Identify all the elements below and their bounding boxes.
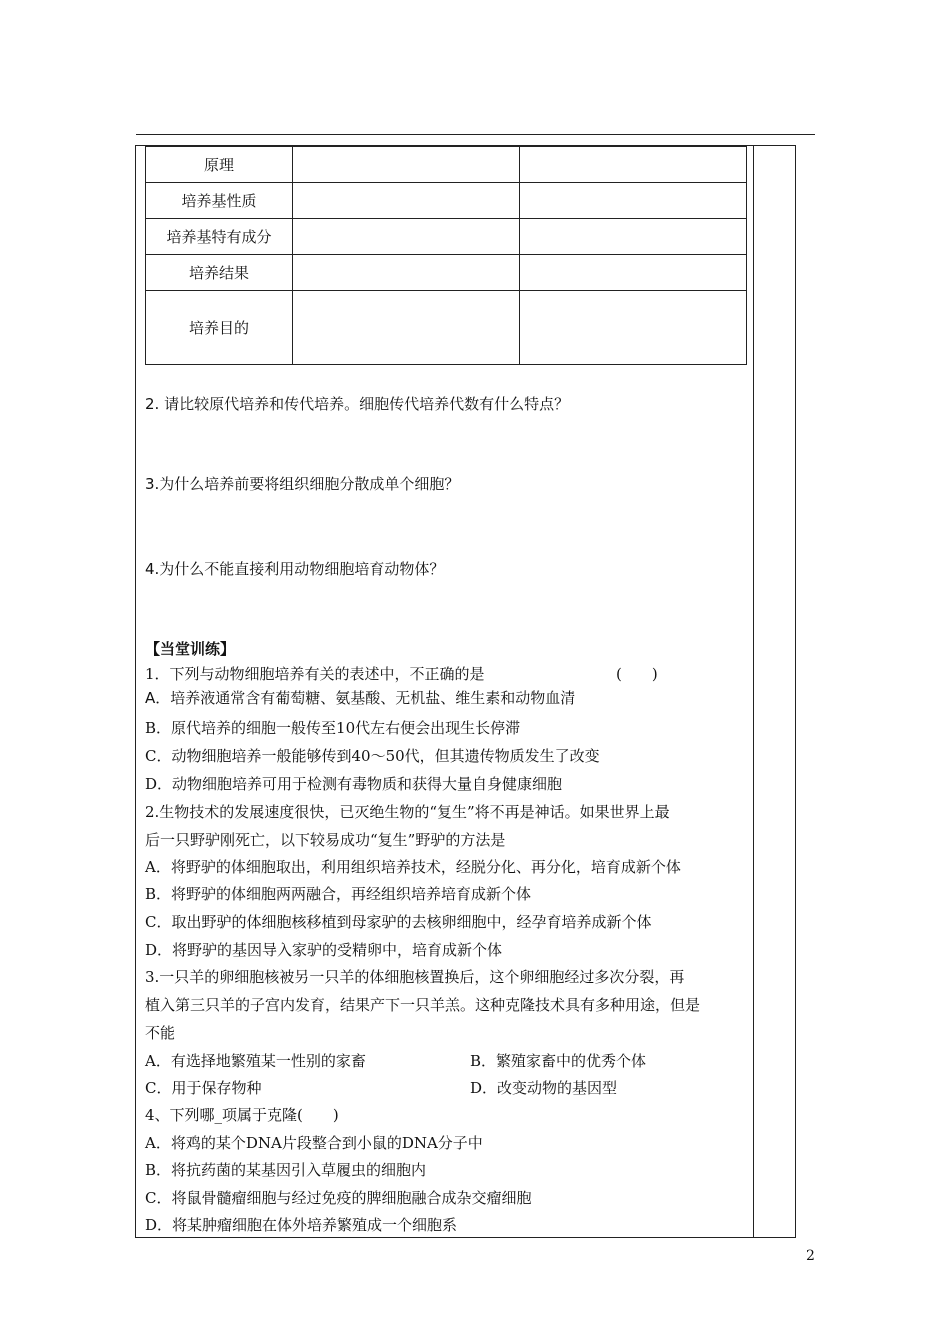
practice-1-option-c: C．动物细胞培养一般能够传到40～50代，但其遗传物质发生了改变 [145,747,600,765]
row-label: 原理 [146,147,293,183]
table-cell [520,255,747,291]
practice-1-stem: 1．下列与动物细胞培养有关的表述中，不正确的是 [145,665,485,683]
table-row [146,255,747,291]
practice-4-option-c: C．将鼠骨髓瘤细胞与经过免疫的脾细胞融合成杂交瘤细胞 [145,1189,532,1207]
answer-blank: ( ) [616,665,658,683]
question-2: 2. 请比较原代培养和传代培养。细胞传代培养代数有什么特点？ [145,395,570,413]
practice-2-stem: 2.生物技术的发展速度很快，已灭绝生物的“复生”将不再是神话。如果世界上最 [145,803,670,821]
table-cell [520,147,747,183]
table-row [146,291,747,365]
practice-2-option-d: D．将野驴的基因导入家驴的受精卵中，培育成新个体 [145,941,503,959]
practice-4-option-b: B．将抗药菌的某基因引入草履虫的细胞内 [145,1161,427,1179]
row-label: 培养结果 [146,255,293,291]
practice-3-stem-end: 不能 [145,1024,176,1042]
practice-3-option-d: D．改变动物的基因型 [470,1079,618,1097]
row-label: 培养目的 [146,291,293,365]
practice-3-option-c: C．用于保存物种 [145,1079,262,1097]
practice-3-option-b: B．繁殖家畜中的优秀个体 [470,1052,647,1070]
practice-2-stem-cont: 后一只野驴刚死亡，以下较易成功“复生”野驴的方法是 [145,831,506,849]
table-cell [293,147,520,183]
table-cell [293,291,520,365]
notes-column-divider [753,146,754,1237]
table-cell [520,291,747,365]
header-rule [136,134,815,135]
practice-3-stem-cont: 植入第三只羊的子宫内发育，结果产下一只羊羔。这种克隆技术具有多种用途，但是 [145,996,701,1014]
row-label: 培养基特有成分 [146,219,293,255]
practice-4-option-a: A．将鸡的某个DNA片段整合到小鼠的DNA分子中 [145,1134,483,1152]
question-4: 4.为什么不能直接利用动物细胞培育动物体？ [145,560,445,578]
practice-1-option-a: A．培养液通常含有葡萄糖、氨基酸、无机盐、维生素和动物血清 [145,689,576,707]
practice-2-option-a: A．将野驴的体细胞取出，利用组织培养技术，经脱分化、再分化，培育成新个体 [145,858,681,876]
table-cell [520,219,747,255]
table-cell [520,183,747,219]
practice-1-option-d: D．动物细胞培养可用于检测有毒物质和获得大量自身健康细胞 [145,775,563,793]
practice-heading: 【当堂训练】 [145,640,236,658]
practice-3-stem: 3.一只羊的卵细胞核被另一只羊的体细胞核置换后，这个卵细胞经过多次分裂，再 [145,968,685,986]
practice-2-option-b: B．将野驴的体细胞两两融合，再经组织培养培育成新个体 [145,885,532,903]
table-cell [293,183,520,219]
question-3: 3.为什么培养前要将组织细胞分散成单个细胞？ [145,475,460,493]
practice-1-option-b: B．原代培养的细胞一般传至10代左右便会出现生长停滞 [145,719,521,737]
practice-2-option-c: C．取出野驴的体细胞核移植到母家驴的去核卵细胞中，经孕育培养成新个体 [145,913,652,931]
table-row [146,147,747,183]
table-row [146,183,747,219]
practice-4-stem: 4、下列哪_项属于克隆( ) [145,1106,339,1124]
practice-3-option-a: A．有选择地繁殖某一性别的家畜 [145,1052,366,1070]
comparison-table [145,146,747,365]
row-label: 培养基性质 [146,183,293,219]
table-cell [293,255,520,291]
practice-4-option-d: D．将某肿瘤细胞在体外培养繁殖成一个细胞系 [145,1216,458,1234]
table-cell [293,219,520,255]
table-row [146,219,747,255]
page-number: 2 [806,1248,815,1264]
